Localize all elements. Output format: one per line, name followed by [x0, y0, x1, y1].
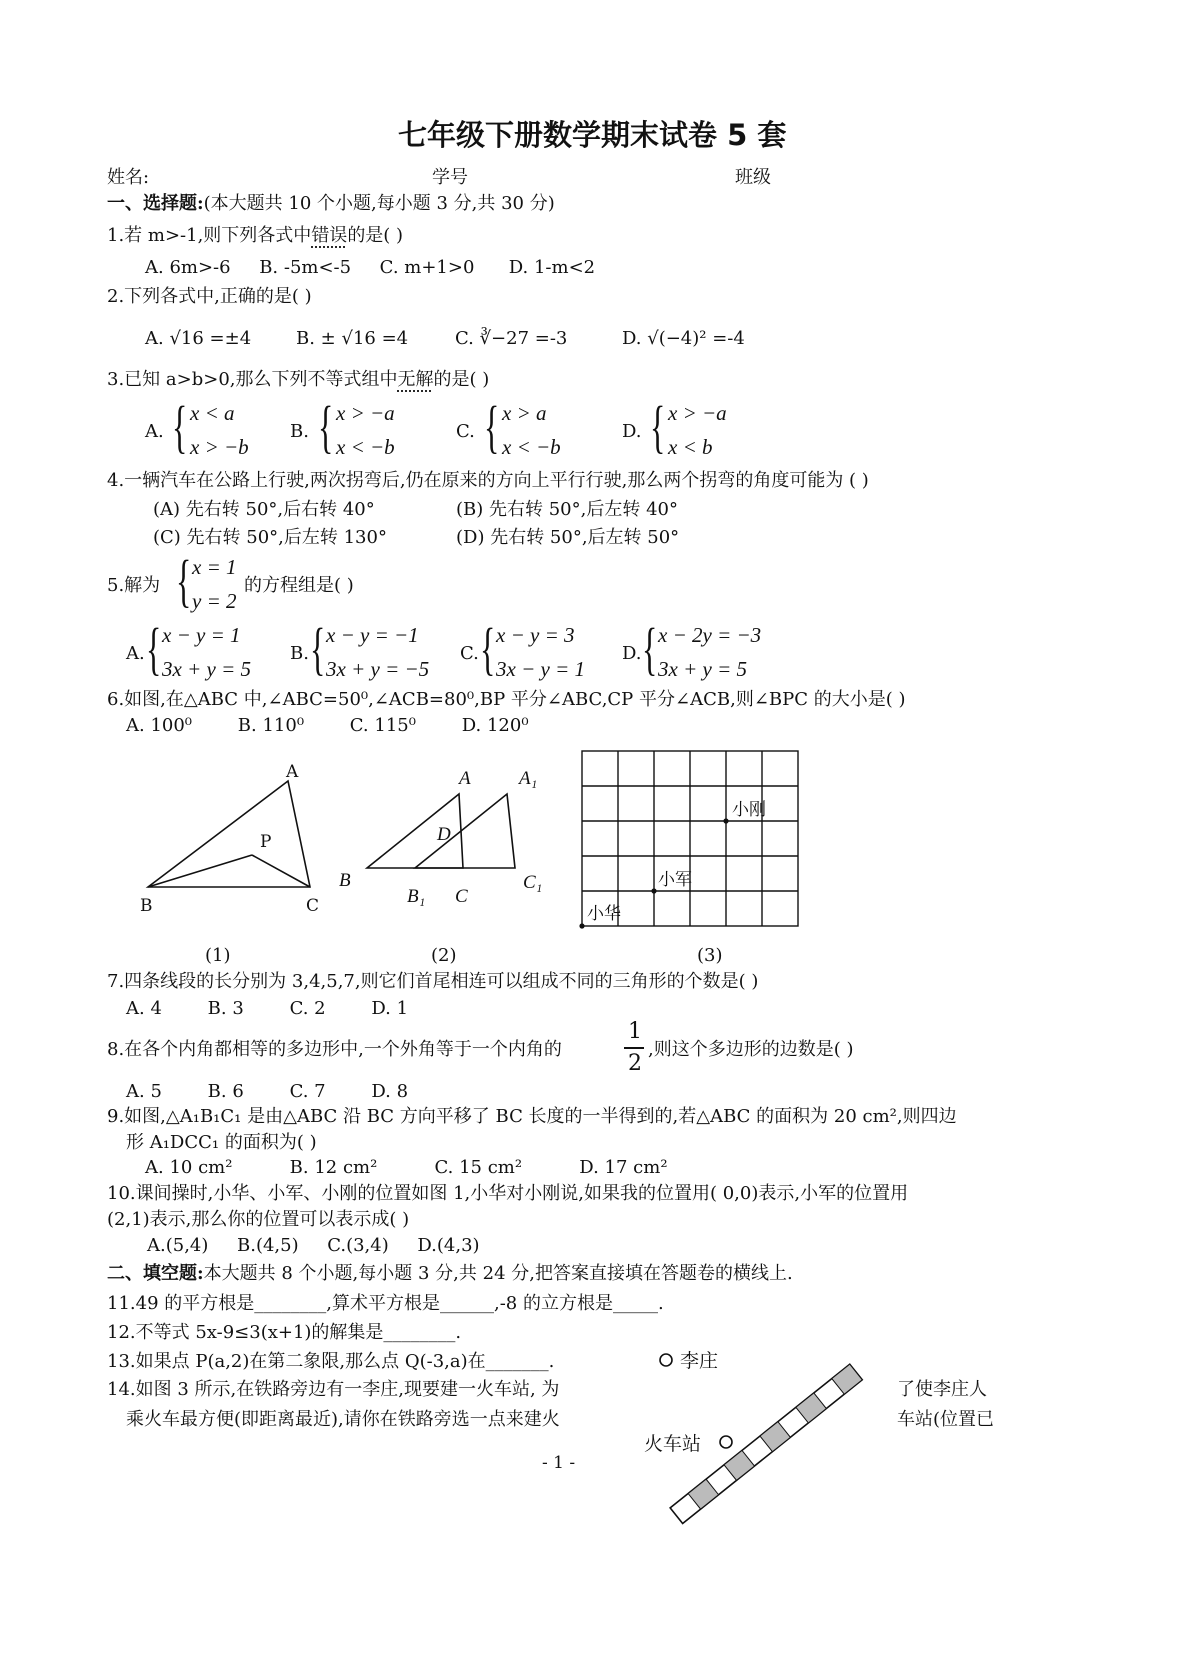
brace-icon: {	[172, 394, 188, 459]
figure-3-caption: (3)	[697, 945, 723, 966]
fig1-label-p: P	[260, 832, 272, 852]
fig2-label-b1: B₁	[407, 886, 426, 907]
brace-icon: {	[310, 616, 326, 681]
fig3-label-xiaohua: 小华	[587, 904, 621, 924]
question-7-options: A. 4 B. 3 C. 2 D. 1	[126, 998, 409, 1019]
q8-stem-b: ,则这个多边形的边数是( )	[648, 1039, 854, 1060]
q8-fraction-denominator: 2	[628, 1051, 642, 1076]
q3-b-line1: x > −a	[336, 401, 395, 425]
q5-a-line1: x − y = 1	[162, 623, 241, 647]
figure-1-caption: (1)	[205, 945, 231, 966]
q3-stem-a: 3.已知 a>b>0,那么下列不等式组中	[107, 369, 398, 390]
q1-stem-a: 1.若 m>-1,则下列各式中	[107, 225, 312, 246]
q5-stem-a: 5.解为	[107, 575, 161, 596]
q5-solution-y: y = 2	[192, 589, 237, 613]
q1-stem-c: 的是( )	[347, 225, 404, 246]
section1-description: (本大题共 10 个小题,每小题 3 分,共 30 分)	[203, 193, 555, 214]
q3-c-label: C.	[456, 421, 475, 442]
section2-heading: 二、填空题:	[107, 1263, 204, 1284]
question-13: 13.如果点 P(a,2)在第二象限,那么点 Q(-3,a)在_______.	[107, 1351, 555, 1372]
question-8-options: A. 5 B. 6 C. 7 D. 8	[126, 1081, 409, 1102]
fig3-point-xiaohua	[579, 923, 584, 928]
question-2-stem: 2.下列各式中,正确的是( )	[107, 286, 312, 307]
railway-map-figure	[640, 1340, 880, 1570]
fig1-label-b: B	[140, 896, 153, 915]
fig2-label-c1: C₁	[523, 872, 543, 893]
q3-d-line2: x < b	[668, 435, 713, 459]
brace-icon: {	[146, 616, 162, 681]
question-10-options: A.(5,4) B.(4,5) C.(3,4) D.(4,3)	[147, 1235, 480, 1256]
figure-2-caption: (2)	[431, 945, 457, 966]
q2-option-c: C. ∛−27 =-3	[455, 328, 568, 349]
q2-option-a: A. √16 =±4	[145, 328, 252, 349]
q4-option-d: (D) 先右转 50°,后左转 50°	[456, 527, 680, 548]
q3-d-label: D.	[622, 421, 642, 442]
page-title: 七年级下册数学期末试卷 5 套	[398, 118, 787, 152]
fig2-label-d: D	[437, 824, 451, 845]
section1-heading: 一、选择题:	[107, 193, 204, 214]
fig3-label-xiaogang: 小刚	[732, 800, 766, 820]
fig2-label-c: C	[455, 886, 468, 907]
q2-option-b: B. ± √16 =4	[296, 328, 409, 349]
fig1-label-c: C	[306, 896, 320, 915]
name-label: 姓名:	[107, 167, 150, 188]
q3-a-line1: x < a	[190, 401, 235, 425]
section1-line	[107, 194, 555, 214]
q3-emphasis: 无解	[397, 369, 434, 390]
q5-d-line1: x − 2y = −3	[658, 623, 762, 647]
q5-c-line1: x − y = 3	[496, 623, 575, 647]
question-1-options: A. 6m>-6 B. -5m<-5 C. m+1>0 D. 1-m<2	[145, 257, 596, 278]
question-6-stem: 6.如图,在△ABC 中,∠ABC=50⁰,∠ACB=80⁰,BP 平分∠ABC,CP 平分∠ACB,则∠BPC 的大小是( )	[107, 689, 906, 710]
q1-emphasis: 错误	[311, 225, 348, 246]
q5-d-line2: 3x + y = 5	[658, 657, 747, 681]
q3-a-line2: x > −b	[190, 435, 249, 459]
q5-b-line1: x − y = −1	[326, 623, 419, 647]
fraction-bar	[624, 1047, 644, 1049]
q4-option-a: (A) 先右转 50°,后右转 40°	[153, 499, 375, 520]
q5-d-label: D.	[622, 643, 642, 664]
q5-solution-x: x = 1	[192, 555, 237, 579]
brace-icon: {	[480, 616, 496, 681]
q3-c-line1: x > a	[502, 401, 547, 425]
q5-a-line2: 3x + y = 5	[162, 657, 251, 681]
q4-option-c: (C) 先右转 50°,后左转 130°	[153, 527, 387, 548]
q3-a-label: A.	[145, 421, 164, 442]
map-label-village: 李庄	[680, 1350, 719, 1372]
question-10-line2: (2,1)表示,那么你的位置可以表示成( )	[107, 1209, 410, 1230]
q2-option-d: D. √(−4)² =-4	[622, 328, 745, 349]
figure-2-translated-triangles	[335, 760, 560, 910]
fig2-label-a1: A₁	[519, 768, 538, 789]
q8-stem-a: 8.在各个内角都相等的多边形中,一个外角等于一个内角的	[107, 1039, 562, 1060]
q5-c-label: C.	[460, 643, 479, 664]
fig3-point-xiaogang	[723, 818, 728, 823]
brace-icon: {	[650, 394, 666, 459]
section2-line	[107, 1264, 793, 1284]
question-6-options: A. 100⁰ B. 110⁰ C. 115⁰ D. 120⁰	[126, 715, 529, 736]
class-label: 班级	[735, 167, 771, 188]
fig2-label-a: A	[459, 768, 471, 789]
station-marker-icon	[720, 1436, 732, 1448]
fig1-label-a: A	[286, 762, 299, 782]
brace-icon: {	[642, 616, 658, 681]
q5-b-label: B.	[290, 643, 309, 664]
question-14-line1-tail: 了使李庄人	[897, 1379, 987, 1400]
q3-c-line2: x < −b	[502, 435, 561, 459]
q5-b-line2: 3x + y = −5	[326, 657, 430, 681]
question-3-stem	[107, 370, 489, 390]
q8-fraction-numerator: 1	[628, 1019, 642, 1044]
question-14-line1: 14.如图 3 所示,在铁路旁边有一李庄,现要建一火车站, 为	[107, 1379, 560, 1400]
q5-stem-b: 的方程组是( )	[244, 575, 354, 596]
question-9-options: A. 10 cm² B. 12 cm² C. 15 cm² D. 17 cm²	[145, 1157, 668, 1178]
fig3-label-xiaojun: 小军	[658, 870, 692, 890]
figure-3-position-grid	[575, 745, 810, 935]
brace-icon: {	[176, 548, 192, 613]
question-9-line2: 形 A₁DCC₁ 的面积为( )	[126, 1132, 317, 1153]
q3-d-line1: x > −a	[668, 401, 727, 425]
village-marker-icon	[660, 1354, 672, 1366]
q5-a-label: A.	[126, 643, 145, 664]
section2-description: 本大题共 8 个小题,每小题 3 分,共 24 分,把答案直接填在答题卷的横线上.	[203, 1263, 793, 1284]
question-10-line1: 10.课间操时,小华、小军、小刚的位置如图 1,小华对小刚说,如果我的位置用( 0,0)表示,小军的位置用	[107, 1183, 909, 1204]
question-7-stem: 7.四条线段的长分别为 3,4,5,7,则它们首尾相连可以组成不同的三角形的个数是( )	[107, 971, 759, 992]
brace-icon: {	[484, 394, 500, 459]
question-1-stem	[107, 226, 403, 246]
map-label-station: 火车站	[644, 1433, 702, 1455]
student-id-label: 学号	[432, 167, 468, 188]
q4-option-b: (B) 先右转 50°,后左转 40°	[456, 499, 678, 520]
question-11: 11.49 的平方根是________,算术平方根是______,-8 的立方根是_____.	[107, 1293, 664, 1314]
question-14-line2-tail: 车站(位置已	[897, 1409, 995, 1430]
question-14-line2: 乘火车最方便(即距离最近),请你在铁路旁选一点来建火	[126, 1409, 560, 1430]
fig2-label-b: B	[339, 870, 351, 891]
brace-icon: {	[318, 394, 334, 459]
q3-b-label: B.	[290, 421, 309, 442]
q3-stem-c: 的是( )	[433, 369, 490, 390]
question-9-line1: 9.如图,△A₁B₁C₁ 是由△ABC 沿 BC 方向平移了 BC 长度的一半得到的,若△ABC 的面积为 20 cm²,则四边	[107, 1106, 957, 1127]
q3-b-line2: x < −b	[336, 435, 395, 459]
figure-1-triangle	[130, 755, 340, 915]
q5-c-line2: 3x − y = 1	[496, 657, 585, 681]
question-12: 12.不等式 5x-9≤3(x+1)的解集是________.	[107, 1322, 462, 1343]
question-4-stem: 4.一辆汽车在公路上行驶,两次拐弯后,仍在原来的方向上平行行驶,那么两个拐弯的角度可能为 ( )	[107, 470, 869, 491]
fig3-point-xiaojun	[651, 888, 656, 893]
page-number: - 1 -	[542, 1453, 576, 1473]
